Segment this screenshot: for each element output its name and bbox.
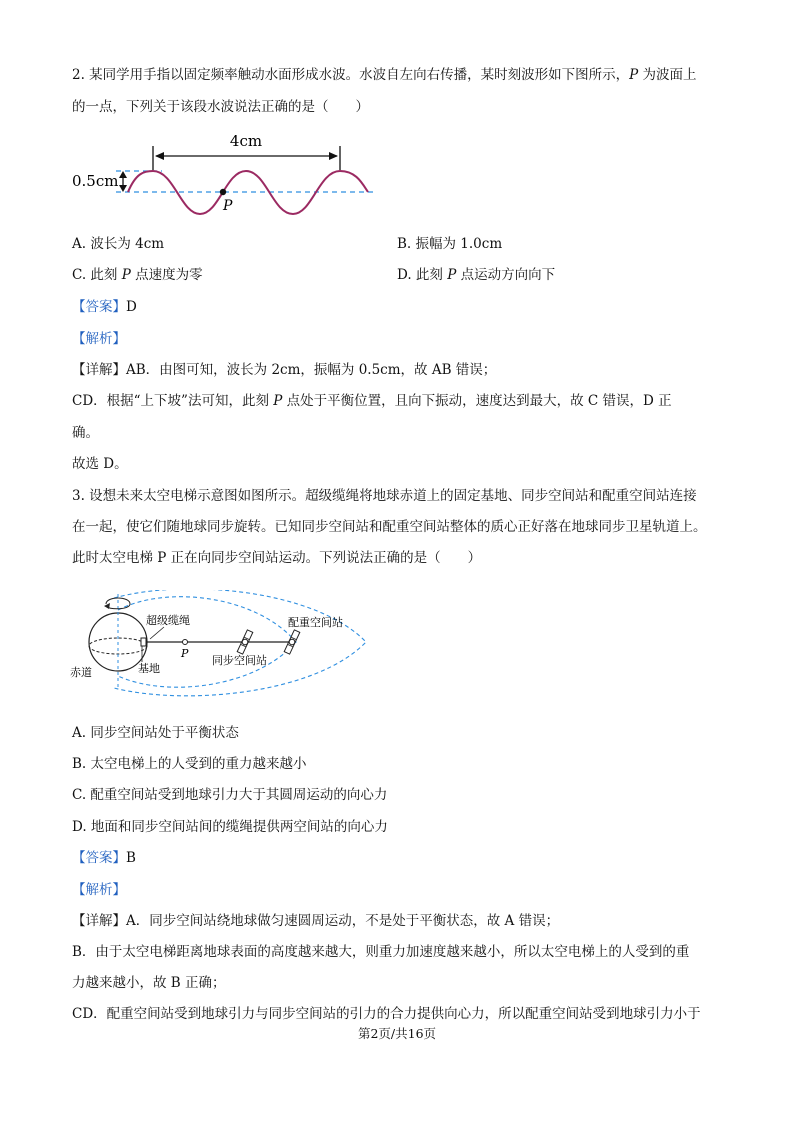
cable-label: 超级缆绳 xyxy=(146,614,190,627)
q3-detail-line-2: B．由于太空电梯距离地球表面的高度越来越大，则重力加速度越来越小，所以太空电梯上的人受到的重 xyxy=(72,944,690,960)
q2-detail-line-3: 确。 xyxy=(72,425,99,441)
sync-station-label: 同步空间站 xyxy=(212,654,267,667)
elevator-p-label: P xyxy=(181,647,189,660)
page-footer: 第2页/共16页 xyxy=(357,1026,437,1041)
q3-detail-line-3: 力越来越小，故 B 正确； xyxy=(72,975,226,991)
q3-option-a: A. 同步空间站处于平衡状态 xyxy=(72,725,239,741)
q2-stem-point-p: P xyxy=(629,67,639,83)
q3-stem-line-1: 3. 设想未来太空电梯示意图如图所示。超级缆绳将地球赤道上的固定基地、同步空间站和配重空间站连接 xyxy=(72,488,697,504)
q2-answer: 【答案】D xyxy=(72,299,137,315)
q2-wave-figure xyxy=(66,128,386,224)
q2-detail-line-2: CD．根据“上下坡”法可知，此刻 P 点处于平衡位置，且向下振动，速度达到最大，故 C 错误，D 正 xyxy=(72,393,672,409)
q3-stem-line-2: 在一起，使它们随地球同步旋转。已知同步空间站和配重空间站整体的质心正好落在地球同步卫星轨道上。 xyxy=(72,519,707,535)
q2-option-b: B. 振幅为 1.0cm xyxy=(397,236,503,252)
q3-stem-line-3: 此时太空电梯 P 正在向同步空间站运动。下列说法正确的是（ ） xyxy=(72,550,482,566)
q2-stem-line-2: 的一点，下列关于该段水波说法正确的是（ ） xyxy=(72,99,369,115)
counterweight-label: 配重空间站 xyxy=(288,616,343,629)
q3-option-c: C. 配重空间站受到地球引力大于其圆周运动的向心力 xyxy=(72,787,388,803)
wavelength-label: 4cm xyxy=(229,132,263,150)
q3-option-d: D. 地面和同步空间站间的缆绳提供两空间站的向心力 xyxy=(72,819,388,835)
q2-option-a: A. 波长为 4cm xyxy=(72,236,165,252)
equator-label: 赤道 xyxy=(70,666,92,679)
q3-answer: 【答案】B xyxy=(72,850,136,866)
q2-stem-line-1: 2. 某同学用手指以固定频率触动水面形成水波。水波自左向右传播，某时刻波形如下图所示，P 为波面上 xyxy=(72,67,697,83)
q2-option-d: D. 此刻 P 点运动方向向下 xyxy=(397,267,556,283)
q3-detail-line-4: CD．配重空间站受到地球引力与同步空间站的引力的合力提供向心力，所以配重空间站受到地球引力小于 xyxy=(72,1006,701,1022)
amplitude-label: 0.5cm xyxy=(72,172,119,190)
q3-analysis-tag: 【解析】 xyxy=(72,882,126,898)
q3-space-elevator-figure xyxy=(66,590,396,700)
base-label: 基地 xyxy=(138,662,160,675)
base-marker xyxy=(141,638,146,646)
elevator-p-dot xyxy=(183,640,188,645)
point-p-dot xyxy=(220,189,226,195)
q2-option-c: C. 此刻 P 点速度为零 xyxy=(72,267,203,283)
q2-analysis-tag: 【解析】 xyxy=(72,331,126,347)
outer-orbit-arc xyxy=(114,590,366,696)
q3-option-b: B. 太空电梯上的人受到的重力越来越小 xyxy=(72,756,307,772)
point-p-label: P xyxy=(223,198,233,214)
q2-detail-line-1: 【详解】AB．由图可知，波长为 2cm，振幅为 0.5cm，故 AB 错误； xyxy=(72,362,497,378)
q2-conclusion: 故选 D。 xyxy=(72,456,128,472)
q3-detail-line-1: 【详解】A．同步空间站绕地球做匀速圆周运动，不是处于平衡状态，故 A 错误； xyxy=(72,913,560,929)
